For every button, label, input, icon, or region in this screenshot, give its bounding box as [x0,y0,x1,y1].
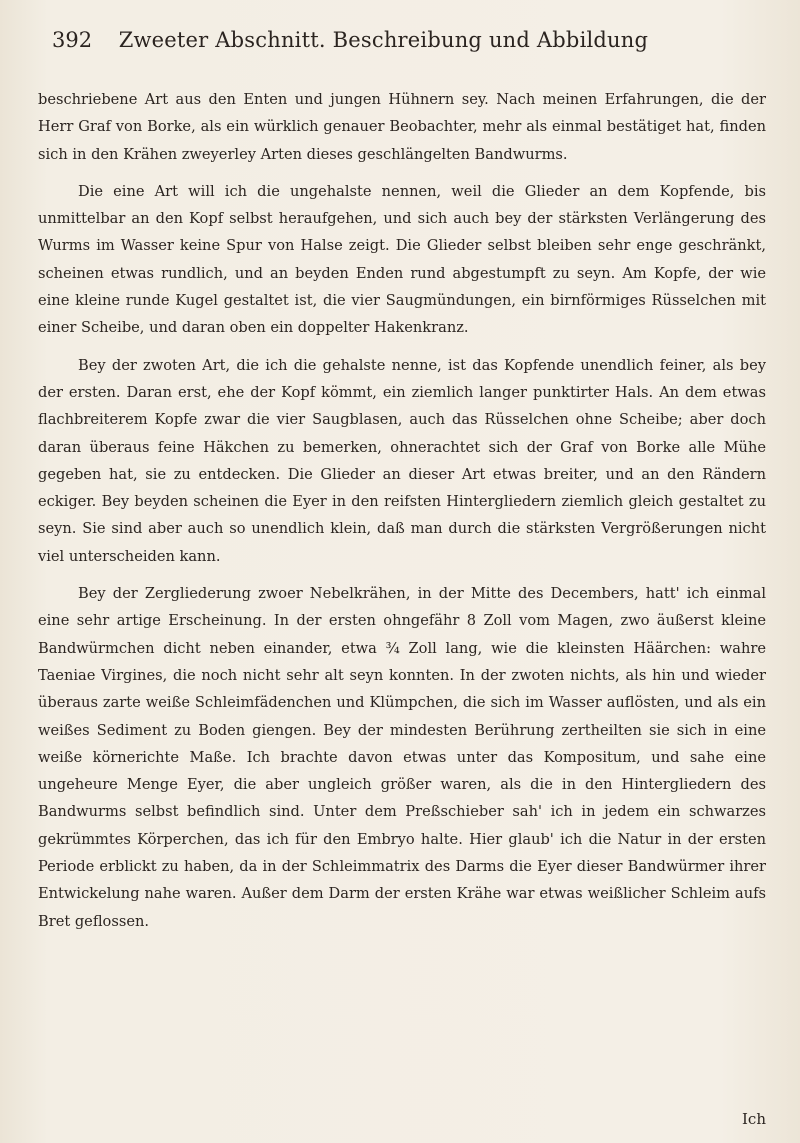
running-header [52,28,732,58]
paragraph-first-species: Die eine Art will ich die ungehalste nennen, weil die Glieder an dem Kopfende, bis unmittelbar an den Kopf selbst heraufgehen, und sich auch bey der stärksten Verlängerung des Wurms im Wasser keine Spur von Halse zeigt. Die Glieder selbst bleiben sehr enge geschränkt, scheinen etwas rundlich, und an beyden Enden rund abgestumpft zu seyn. Am Kopfe, der wie eine kleine runde Kugel gestaltet ist, die vier Saugmündungen, ein birnförmiges Rüsselchen mit einer Scheibe, und daran oben ein doppelter Hakenkranz. [38,182,766,337]
paragraph-dissection: Bey der Zergliederung zwoer Nebelkrähen, in der Mitte des Decembers, hatt' ich einmal eine sehr artige Erscheinung. In der ersten ohngefähr 8 Zoll vom Magen, zwo äußerst kleine Bandwürmchen dicht neben einander, etwa ¾ Zoll lang, wie die kleinsten Häärchen: wahre Taeniae Virgines, die noch nicht sehr alt seyn konnten. In der zwoten nichts, als hin und wieder überaus zarte weiße Schleimfädenchen und Klümpchen, die sich im Wasser auflösten, und als ein weißes Sediment zu Boden giengen. Bey der mindesten Berührung zertheilten sie sich in eine weiße körnerichte Maße. Ich brachte davon etwas unter das Kompositum, und sahe eine ungeheure Menge Eyer, die aber ungleich größer waren, als die in den Hintergliedern des Bandwurms selbst befindlich sind. Unter dem Preßschieber sah' ich in jedem ein schwarzes gekrümmtes Körperchen, das ich für den Embryo halte. Hier glaub' ich die Natur in der ersten Periode erblickt zu haben, da in der Schleimmatrix des Darms die Eyer dieser Bandwürmer ihrer Entwickelung nahe waren. Außer dem Darm der ersten Krähe war etwas weißlicher Schleim aufs Bret geflossen. [38,585,766,930]
body-text [38,86,766,935]
catchword: Ich [742,1110,766,1128]
running-title: Zweeter Abschnitt. Beschreibung und Abbildung [118,28,649,52]
page-number: 392 [52,28,93,52]
paragraph-second-species: Bey der zwoten Art, die ich die gehalste nenne, ist das Kopfende unendlich feiner, als bey der ersten. Daran erst, ehe der Kopf kömmt, ein ziemlich langer punktirter Hals. An dem etwas flachbreiterem Kopfe zwar die vier Saugblasen, auch das Rüsselchen ohne Scheibe; aber doch daran überaus feine Häkchen zu bemerken, ohnerachtet sich der Graf von Borke alle Mühe gegeben hat, sie zu entdecken. Die Glieder an dieser Art etwas breiter, und an den Rändern eckiger. Bey beyden scheinen die Eyer in den reifsten Hintergliedern ziemlich gleich gestaltet zu seyn. Sie sind aber auch so unendlich klein, daß man durch die stärksten Vergrößerungen nicht viel unterscheiden kann. [38,356,766,565]
paragraph-continuation: beschriebene Art aus den Enten und jungen Hühnern sey. Nach meinen Erfahrungen, die der Herr Graf von Borke, als ein würklich genauer Beobachter, mehr als einmal bestätiget hat, finden sich in den Krähen zweyerley Arten dieses geschlängelten Bandwurms. [38,91,766,163]
